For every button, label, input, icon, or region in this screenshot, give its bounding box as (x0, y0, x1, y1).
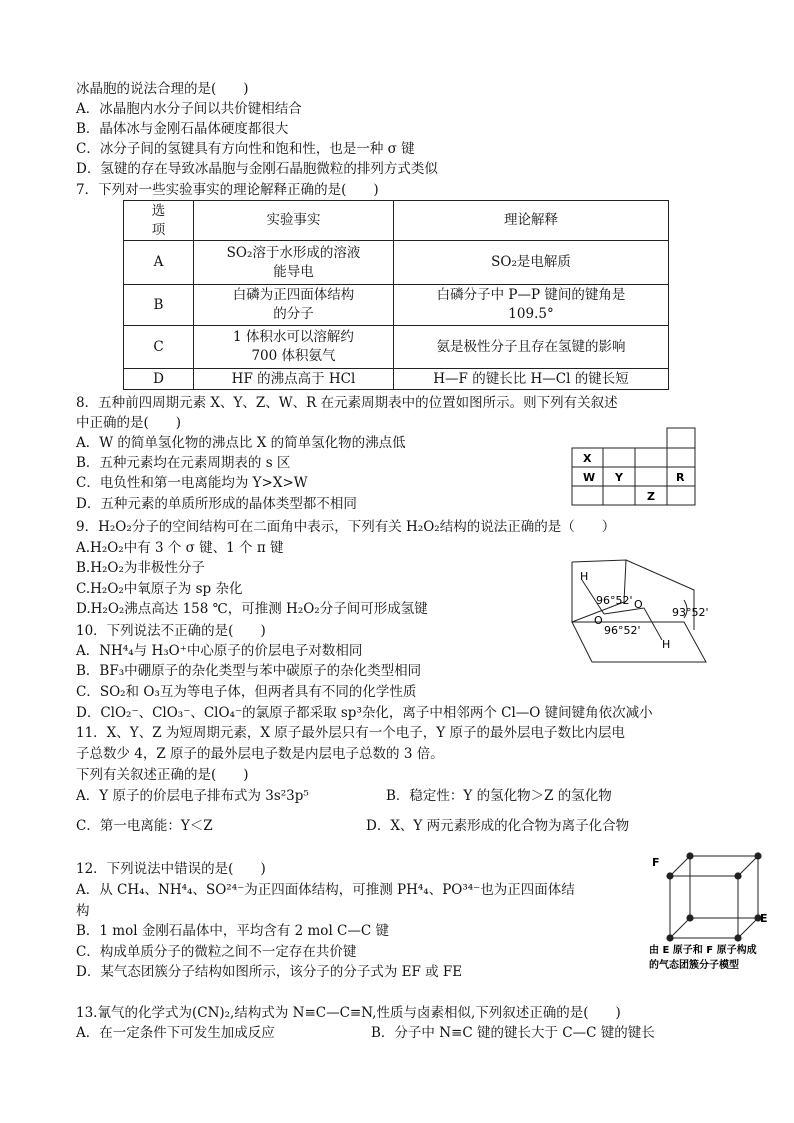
q11-stem-line3: 下列有关叙述正确的是( ) (76, 767, 249, 783)
row-theory: 白磷分子中 P—P 键间的键角是 109.5° (394, 285, 669, 326)
q12-stem: 12．下列说法中错误的是( ) (76, 861, 266, 877)
grid-label-w: W (583, 471, 596, 484)
q8-option-c: C．电负性和第一电离能均为 Y>X>W (76, 475, 308, 491)
q11-option-a: A．Y 原子的价层电子排布式为 3s²3p⁵ (76, 788, 309, 804)
table-row (124, 369, 669, 390)
q10-option-a: A．NH⁴₄与 H₃O⁺中心原子的价层电子对数相同 (76, 643, 363, 659)
q9-option-a: A.H₂O₂中有 3 个 σ 键、1 个 π 键 (76, 540, 284, 556)
q6-option-a: A．冰晶胞内水分子间以共价键相结合 (76, 101, 302, 117)
row-option: D (124, 369, 194, 390)
q10-option-d: D．ClO₂⁻、ClO₃⁻、ClO₄⁻的氯原子都采取 sp³杂化，离子中相邻两个 Cl—O 键间键角依次减小 (76, 705, 653, 721)
q6-option-d: D．氢键的存在导致冰晶胞与金刚石晶胞微粒的排列方式类似 (76, 161, 438, 177)
q12-option-d: D．某气态团簇分子结构如图所示，该分子的分子式为 EF 或 FE (76, 964, 463, 980)
figure-caption-line2: 的气态团簇分子模型 (649, 960, 739, 971)
q12-option-c: C．构成单质分子的微粒之间不一定存在共价键 (76, 944, 357, 960)
q13-option-a: A．在一定条件下可发生加成反应 (76, 1025, 275, 1041)
q10-option-c: C．SO₂和 O₃互为等电子体，但两者具有不同的化学性质 (76, 684, 417, 700)
q13-option-b: B．分子中 N≡C 键的键长大于 C—C 键的键长 (371, 1025, 655, 1041)
q12-option-a-line2: 构 (76, 903, 90, 919)
atom-label-e: E (760, 912, 768, 925)
table-row (124, 241, 669, 285)
q9-option-b: B.H₂O₂为非极性分子 (76, 560, 205, 576)
row-option: A (124, 241, 194, 285)
h2o2-dihedral-figure (566, 558, 716, 666)
table-row (124, 285, 669, 326)
q11-option-d: D．X、Y 两元素形成的化合物为离子化合物 (366, 818, 630, 834)
table-row (124, 326, 669, 369)
q6-option-c: C．冰分子间的氢键具有方向性和饱和性，也是一种 σ 键 (76, 141, 415, 157)
row-theory: SO₂是电解质 (394, 241, 669, 285)
table-header-fact: 实验事实 (194, 201, 394, 241)
row-option: B (124, 285, 194, 326)
row-theory: H—F 的键长比 H—Cl 的键长短 (394, 369, 669, 390)
row-fact: SO₂溶于水形成的溶液 能导电 (194, 241, 394, 285)
q8-option-a: A．W 的简单氢化物的沸点比 X 的简单氢化物的沸点低 (76, 435, 406, 451)
q10-stem: 10．下列说法不正确的是( ) (76, 623, 266, 639)
dihedral-angle-label: 93°52' (672, 606, 709, 619)
grid-label-x: X (583, 452, 592, 465)
grid-label-y: Y (615, 471, 623, 484)
atom-label-o-right: O (634, 598, 643, 611)
q8-option-b: B．五种元素均在元素周期表的 s 区 (76, 455, 291, 471)
table-header-option: 选 项 (124, 201, 194, 241)
atom-label-f: F (652, 856, 660, 869)
table-header-theory: 理论解释 (394, 201, 669, 241)
q7-table (123, 200, 669, 390)
atom-label-h-top: H (580, 570, 589, 583)
cluster-molecule-figure (648, 848, 790, 974)
grid-label-r: R (676, 471, 685, 484)
figure-caption-line1: 由 E 原子和 F 原子构成 (649, 945, 757, 956)
grid-label-z: Z (647, 490, 655, 503)
atom-label-h-bottom: H (662, 638, 671, 651)
q11-stem-line2: 子总数少 4，Z 原子的最外层电子数是内层电子总数的 3 倍。 (76, 746, 444, 762)
q12-option-b: B．1 mol 金刚石晶体中，平均含有 2 mol C—C 键 (76, 923, 389, 939)
table-header-row (124, 201, 669, 241)
angle-label-bottom: 96°52' (604, 624, 641, 637)
q6-stem: 冰晶胞的说法合理的是( ) (76, 81, 249, 97)
q13-stem: 13.氰气的化学式为(CN)₂,结构式为 N≡C—C≡N,性质与卤素相似,下列叙述正确的是( ) (76, 1005, 621, 1021)
q8-option-d: D．五种元素的单质所形成的晶体类型都不相同 (76, 496, 357, 512)
row-fact: 1 体积水可以溶解约 700 体积氨气 (194, 326, 394, 369)
atom-label-o-left: O (594, 614, 603, 627)
angle-label-top: 96°52' (596, 594, 633, 607)
q8-stem-line2: 中正确的是( ) (76, 415, 182, 431)
q9-stem: 9．H₂O₂分子的空间结构可在二面角中表示，下列有关 H₂O₂结构的说法正确的是（ ） (76, 519, 616, 535)
row-fact: 白磷为正四面体结构 的分子 (194, 285, 394, 326)
q10-option-b: B．BF₃中硼原子的杂化类型与苯中碳原子的杂化类型相同 (76, 663, 422, 679)
q12-option-a-line1: A．从 CH₄、NH⁴₄、SO²⁴⁻为正四面体结构，可推测 PH⁴₄、PO³⁴⁻也为正四面体结 (76, 882, 575, 898)
q9-option-c: C.H₂O₂中氧原子为 sp 杂化 (76, 581, 243, 597)
q7-stem: 7．下列对一些实验事实的理论解释正确的是( ) (76, 182, 379, 198)
q11-option-c: C．第一电离能：Y＜Z (76, 818, 213, 834)
q6-option-b: B．晶体冰与金刚石晶体硬度都很大 (76, 121, 289, 137)
row-fact: HF 的沸点高于 HCl (194, 369, 394, 390)
q11-option-b: B．稳定性：Y 的氢化物＞Z 的氢化物 (386, 788, 612, 804)
row-theory: 氨是极性分子且存在氢键的影响 (394, 326, 669, 369)
q11-stem-line1: 11．X、Y、Z 为短周期元素，X 原子最外层只有一个电子，Y 原子的最外层电子数比内层电 (76, 725, 625, 741)
periodic-table-figure (570, 426, 700, 508)
row-option: C (124, 326, 194, 369)
q9-option-d: D.H₂O₂沸点高达 158 ℃，可推测 H₂O₂分子间可形成氢键 (76, 601, 428, 617)
q8-stem-line1: 8．五种前四周期元素 X、Y、Z、W、R 在元素周期表中的位置如图所示。则下列有关叙述 (76, 395, 618, 411)
